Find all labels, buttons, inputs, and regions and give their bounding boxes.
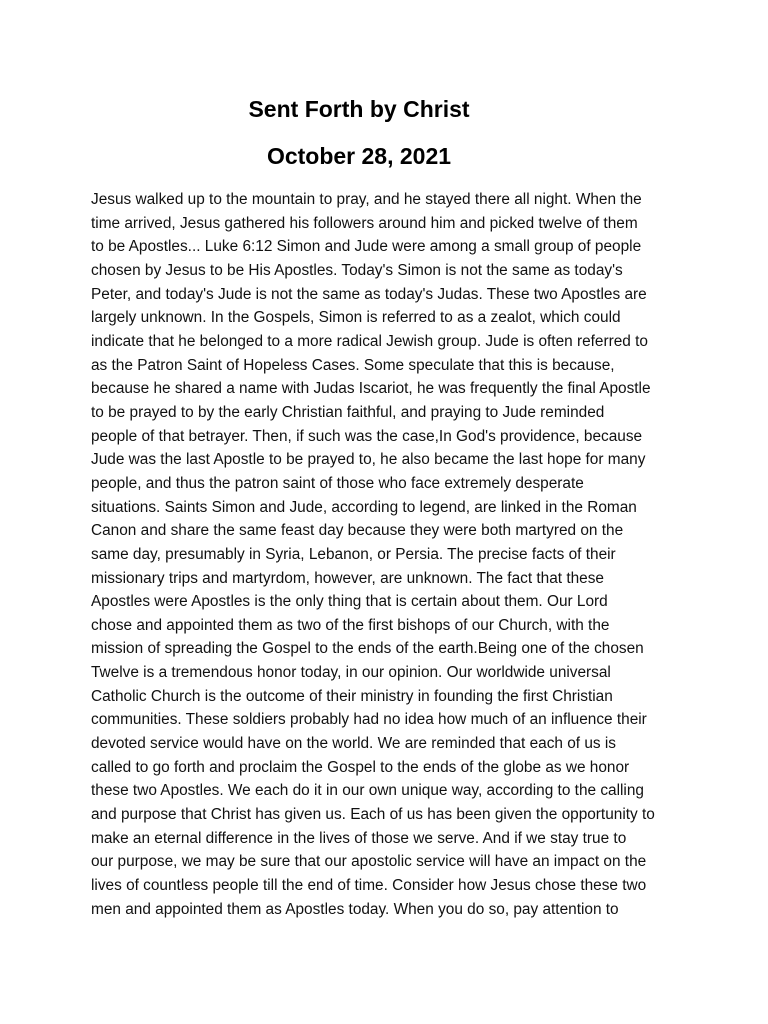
body-text [91, 188, 691, 921]
body-line: people of that betrayer. Then, if such was the case,In God's providence, because [91, 427, 643, 445]
body-line: Peter, and today's Jude is not the same as today's Judas. These two Apostles are [91, 285, 647, 303]
body-line: Canon and share the same feast day because they were both martyred on the [91, 522, 624, 540]
body-line: chose and appointed them as two of the first bishops of our Church, with the [91, 616, 610, 634]
document-title: Sent Forth by Christ [248, 96, 470, 122]
body-line: Jude was the last Apostle to be prayed to, he also became the last hope for many [91, 451, 646, 469]
body-line: Catholic Church is the outcome of their ministry in founding the first Christian [91, 687, 613, 705]
body-line: because he shared a name with Judas Iscariot, he was frequently the final Apostle [91, 380, 651, 398]
body-line: indicate that he belonged to a more radical Jewish group. Jude is often referred to [91, 332, 648, 350]
body-line: situations. Saints Simon and Jude, according to legend, are linked in the Roman [91, 498, 637, 516]
body-line: mission of spreading the Gospel to the ends of the earth.Being one of the chosen [91, 640, 644, 658]
body-line: these two Apostles. We each do it in our own unique way, according to the calling [91, 782, 644, 800]
body-line: Jesus walked up to the mountain to pray, and he stayed there all night. When the [91, 191, 642, 208]
body-line: to be Apostles... Luke 6:12 Simon and Jude were among a small group of people [91, 238, 642, 256]
body-line: as the Patron Saint of Hopeless Cases. Some speculate that this is because, [91, 356, 615, 374]
body-line: our purpose, we may be sure that our apostolic service will have an impact on the [91, 853, 647, 871]
document-date: October 28, 2021 [266, 143, 452, 169]
body-line: called to go forth and proclaim the Gospel to the ends of the globe as we honor [91, 758, 630, 776]
body-line: people, and thus the patron saint of those who face extremely desperate [91, 474, 584, 492]
body-line: communities. These soldiers probably had no idea how much of an influence their [91, 711, 647, 729]
body-line: same day, presumably in Syria, Lebanon, or Persia. The precise facts of their [91, 545, 616, 563]
body-line: devoted service would have on the world. We are reminded that each of us is [91, 735, 617, 753]
body-line: Apostles were Apostles is the only thing that is certain about them. Our Lord [91, 593, 608, 611]
body-line: chosen by Jesus to be His Apostles. Today's Simon is not the same as today's [91, 261, 623, 279]
body-line: lives of countless people till the end of time. Consider how Jesus chose these two [91, 877, 647, 895]
body-line: largely unknown. In the Gospels, Simon is referred to as a zealot, which could [91, 309, 621, 327]
body-line: Twelve is a tremendous honor today, in our opinion. Our worldwide universal [91, 664, 611, 682]
body-line: missionary trips and martyrdom, however, are unknown. The fact that these [91, 569, 604, 587]
body-line: make an eternal difference in the lives of those we serve. And if we stay true to [91, 829, 627, 847]
body-line: and purpose that Christ has given us. Each of us has been given the opportunity to [91, 806, 655, 824]
body-line: men and appointed them as Apostles today. When you do so, pay attention to [91, 900, 619, 918]
body-line: time arrived, Jesus gathered his followers around him and picked twelve of them [91, 214, 638, 232]
body-line: to be prayed to by the early Christian faithful, and praying to Jude reminded [91, 403, 605, 421]
